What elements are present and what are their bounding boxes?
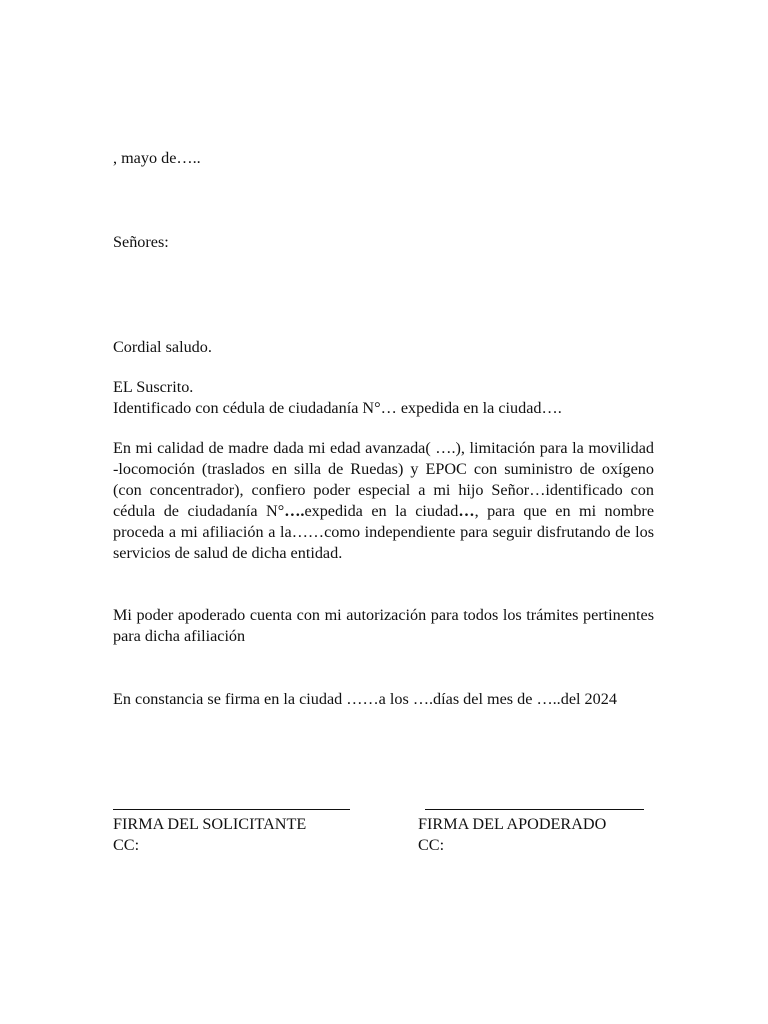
addressee: Señores: [113,233,169,251]
id-line: Identificado con cédula de ciudadanía N°… expedida en la ciudad…. [113,399,562,417]
attorney-signature-line [425,809,644,810]
applicant-signature-line [113,809,350,810]
body-bold-1: …. [284,502,305,520]
body-text-2: expedida en la ciudad [304,502,459,520]
date-line: , mayo de….. [113,149,201,167]
body-text-3: , para que en mi nombre proceda a mi afiliación a la……como independiente para seguir disfrutando de los servicios de salud de dicha entidad. [113,502,655,562]
applicant-signature-title: FIRMA DEL SOLICITANTE [113,815,307,833]
attorney-signature-title: FIRMA DEL APODERADO [418,815,607,833]
closing-paragraph: En constancia se firma en la ciudad ……a los ….días del mes de …..del 2024 [113,690,617,708]
body-paragraph [113,438,654,564]
greeting: Cordial saludo. [113,338,212,356]
body-bold-2: … [458,502,475,520]
body-text-1: En mi calidad de madre dada mi edad avanzada( ….), limitación para la movilidad -locomoción (traslados en silla de Ruedas) y EPOC con suministro de oxígeno (con concentrador), confiero poder especial a mi hijo Señor…identificado con cédula de ciudadanía N° [113,439,654,520]
signer-intro: EL Suscrito. [113,378,194,396]
applicant-cc-label: CC: [113,836,140,854]
attorney-cc-label: CC: [418,836,445,854]
authorization-paragraph: Mi poder apoderado cuenta con mi autorización para todos los trámites pertinentes para dicha afiliación [113,606,654,645]
